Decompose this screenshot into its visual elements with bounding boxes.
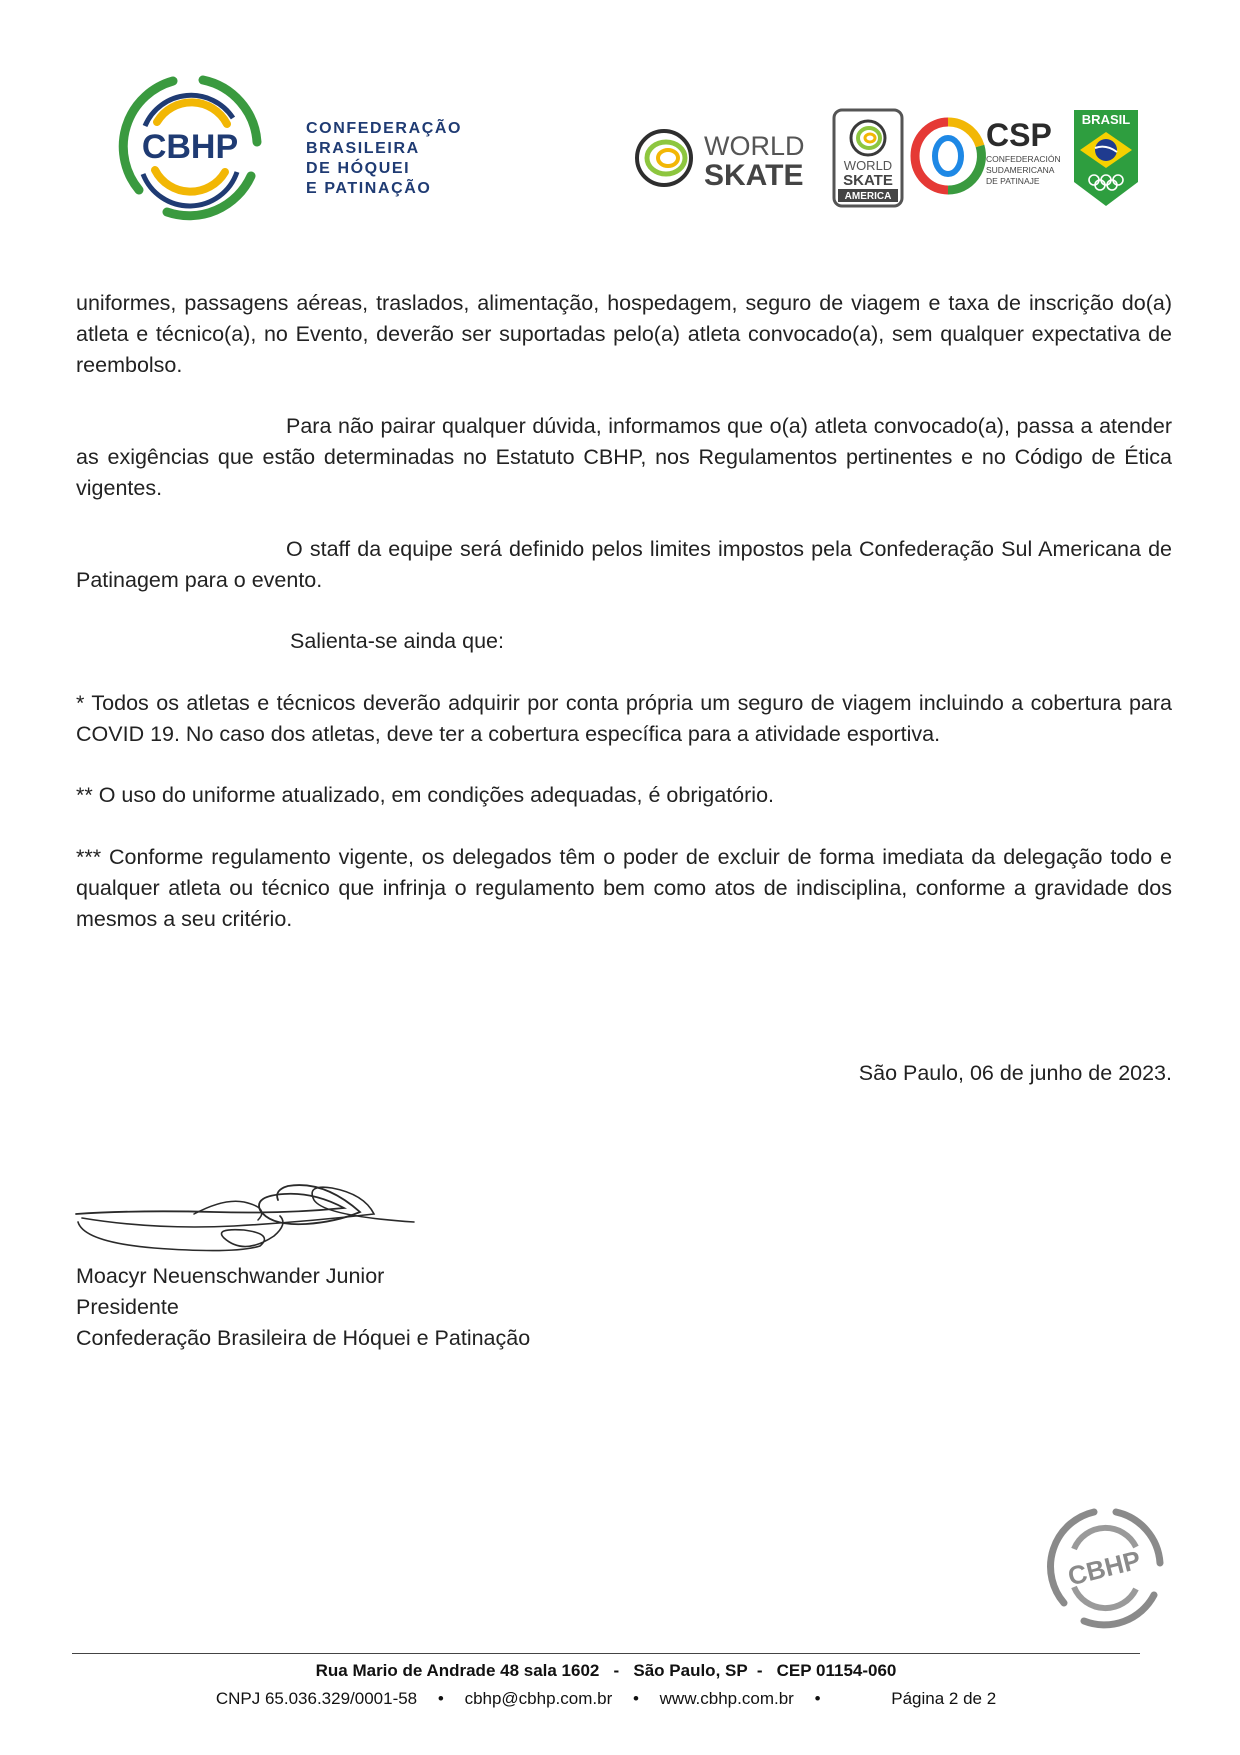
world-skate-word-2: SKATE [704,159,804,192]
csp-acronym: CSP [986,117,1052,153]
world-skate-word-1: WORLD [704,131,805,161]
signer-title: Presidente [76,1295,179,1319]
footer-website: www.cbhp.com.br [659,1689,794,1708]
org-line-2: BRASILEIRA [306,140,420,157]
footer-bullet: • [632,1689,639,1708]
paragraph-obligations: Para não pairar qualquer dúvida, informamos que o(a) atleta convocado(a), passa a atender as exigências que estão determinadas no Estatuto CBHP, nos Regulamentos pertinentes e no Código de Ética vigentes. [76,414,1172,500]
brasil-text: BRASIL [1081,112,1131,127]
org-line-4: E PATINAÇÃO [306,180,432,197]
footer-address: Rua Mario de Andrade 48 sala 1602 - São Paulo, SP - CEP 01154-060 [315,1661,897,1680]
note-uniform: ** O uso do uniforme atualizado, em condições adequadas, é obrigatório. [76,783,774,807]
wsa-word-1: WORLD [843,158,893,173]
letter-date: São Paulo, 06 de junho de 2023. [858,1061,1172,1085]
note-regulation: *** Conforme regulamento vigente, os delegados têm o poder de excluir de forma imediata da delegação todo e qualquer atleta ou técnico que infrinja o regulamento bem como atos de indisciplina, conforme a gravidade dos mesmos a seu critério. [76,845,1172,931]
brasil-olympic-logo [1072,108,1140,208]
csp-logo [918,116,1061,198]
handwritten-signature [74,1172,414,1262]
csp-line-3: DE PATINAJE [986,176,1040,186]
signer-organization: Confederação Brasileira de Hóquei e Patinação [76,1326,531,1350]
csp-line-2: SUDAMERICANA [986,165,1055,175]
footer-divider [72,1653,1140,1654]
footer-email: cbhp@cbhp.com.br [464,1689,613,1708]
note-insurance: * Todos os atletas e técnicos deverão adquirir por conta própria um seguro de viagem incluindo a cobertura para COVID 19. No caso dos atletas, deve ter a cobertura específica para a atividade esportiva. [76,691,1172,746]
world-skate-america-logo [832,108,904,208]
paragraph-staff: O staff da equipe será definido pelos limites impostos pela Confederação Sul Americana de Patinagem para o evento. [76,537,1172,592]
paragraph-intro-notes: Salienta-se ainda que: [290,629,504,653]
footer-bullet: • [437,1689,444,1708]
cbhp-logo-text: CBHP [141,128,239,166]
organization-name [306,119,462,199]
cbhp-stamp-icon [1040,1503,1168,1631]
footer-bullet: • [814,1689,821,1708]
wsa-word-3: AMERICA [844,191,892,202]
org-line-3: DE HÓQUEI [306,160,411,177]
csp-line-1: CONFEDERACIÓN [986,154,1061,164]
footer-cnpj: CNPJ 65.036.329/0001-58 [215,1689,418,1708]
stamp-text: CBHP [1064,1544,1144,1592]
signer-name: Moacyr Neuenschwander Junior [76,1264,385,1288]
wsa-word-2: SKATE [843,172,893,189]
footer-contact [72,1688,1140,1710]
world-skate-logo [632,118,818,200]
paragraph-expenses: uniformes, passagens aéreas, traslados, alimentação, hospedagem, seguro de viagem e taxa de inscrição do(a) atleta e técnico(a), no Evento, deverão ser suportadas pelo(a) atleta convocado(a), sem qualquer expectativa de reembolso. [76,291,1172,377]
cbhp-logo [115,72,265,222]
page-number: Página 2 de 2 [891,1689,997,1708]
signature-block [76,1261,530,1354]
org-line-1: CONFEDERAÇÃO [306,120,463,137]
